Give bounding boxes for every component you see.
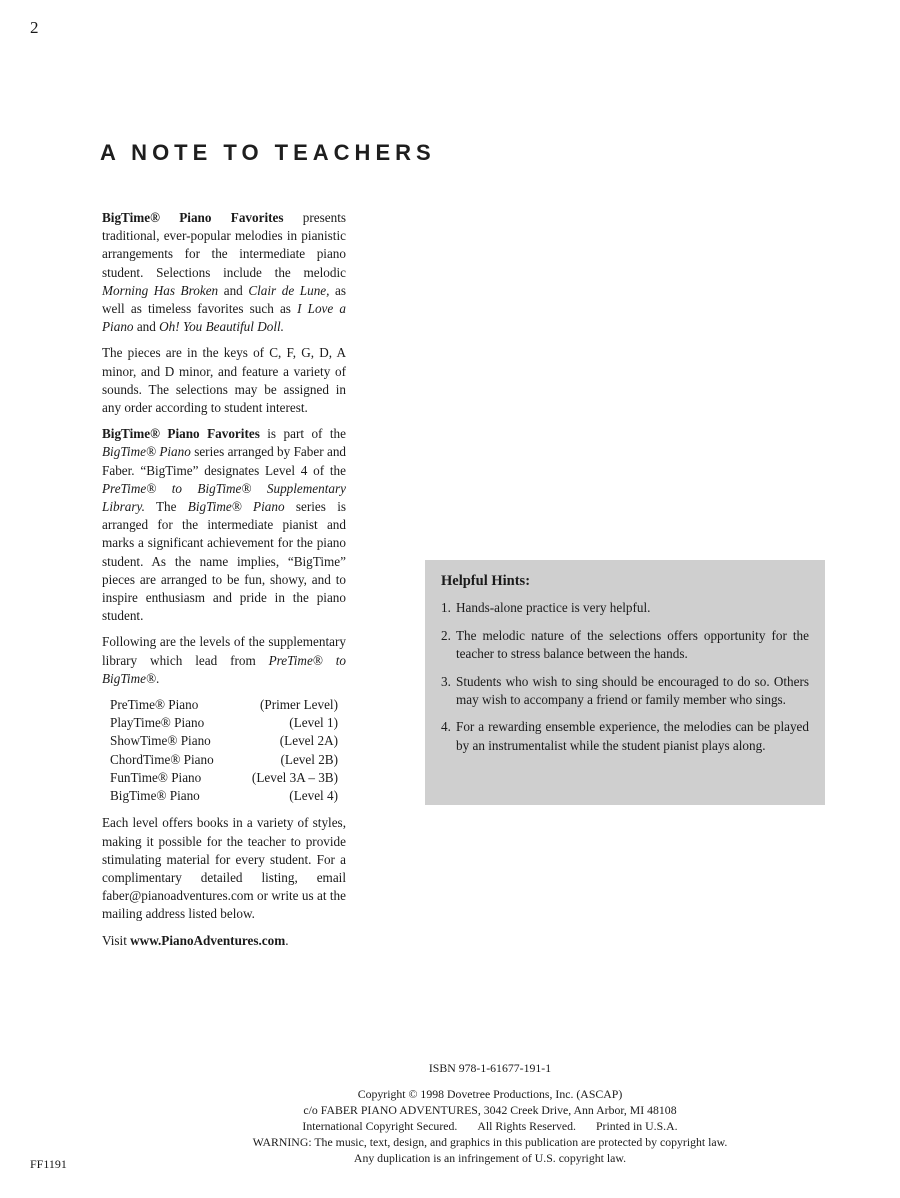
page-number: 2 [30,18,39,37]
intro-column [102,209,346,958]
address-line: c/o FABER PIANO ADVENTURES, 3042 Creek Drive, Ann Arbor, MI 48108 [303,1103,677,1117]
list-item: BigTime® Piano (Level 4) [110,788,338,804]
intro-paragraph-3: BigTime® Piano Favorites is part of the BigTime® Piano series arranged by Faber and Faber. “BigTime” designates Level 4 of the PreTime® to BigTime® Supplementary Library. The BigTime® Piano series is arranged for the intermediate pianist and marks a significant achievement for the piano student. As the name implies, “BigTime” pieces are arranged to be fun, showy, and to inspire enthusiasm and pride in the piano student. [102,426,347,624]
book-title: BigTime® Piano Favorites [102,210,284,225]
hint-item: 3. Students who wish to sing should be encouraged to do so. Others may wish to accompany a friend or family member who sings. [441,673,809,708]
isbn: ISBN 978-1-61677-191-1 [428,1061,552,1075]
levels-list [110,696,338,805]
hint-item: 4. For a rewarding ensemble experience, the melodies can be played by an instrumentalist while the student pianist plays along. [441,719,809,753]
intro-paragraph-5: Each level offers books in a variety of styles, making it possible for the teacher to provide stimulating material for every student. For a complimentary detailed listing, email faber@pianoadventures.com or write us at the mailing address listed below. [102,815,346,922]
copyright-footer [180,1060,800,1166]
hints-title: Helpful Hints: [441,573,531,589]
book-title: BigTime® Piano Favorites [102,426,260,442]
list-item: FunTime® Piano (Level 3A – 3B) [110,769,338,785]
intro-paragraph-1: BigTime® Piano Favorites presents traditional, ever-popular melodies in pianistic arrangements for the intermediate piano student. Selections include the melodic Morning Has Broken and Clair de Lune, as well as timeless favorites such as I Love a Piano and Oh! You Beautiful Doll. [102,210,346,335]
list-item: ChordTime® Piano (Level 2B) [110,751,338,767]
intro-paragraph-4: Following are the levels of the supplementary library which lead from PreTime® to BigTime®. [102,634,346,686]
intro-paragraph-2: The pieces are in the keys of C, F, G, D, A minor, and D minor, and feature a variety of sounds. The selections may be assigned in any order according to student interest. [102,345,346,416]
copyright-line: Copyright © 1998 Dovetree Productions, Inc. (ASCAP) [357,1087,623,1101]
list-item: ShowTime® Piano (Level 2A) [110,733,338,749]
list-item: PlayTime® Piano (Level 1) [110,715,338,731]
list-item: PreTime® Piano (Primer Level) [110,697,338,713]
product-code: FF1191 [30,1157,67,1171]
warning-line: WARNING: The music, text, design, and graphics in this publication are protected by copyright law. [252,1135,728,1149]
visit-line: Visit www.PianoAdventures.com. [102,932,289,948]
helpful-hints-box [425,560,825,805]
hint-item: 2. The melodic nature of the selections offers opportunity for the teacher to stress balance between the hands. [441,627,809,662]
rights-line: International Copyright Secured. All Rights Reserved. Printed in U.S.A. [302,1119,678,1133]
duplication-line: Any duplication is an infringement of U.S. copyright law. [353,1151,627,1165]
page-title: A NOTE TO TEACHERS [100,140,436,165]
website-link[interactable]: www.PianoAdventures.com [130,932,286,948]
hint-item: 1. Hands-alone practice is very helpful. [441,600,651,616]
